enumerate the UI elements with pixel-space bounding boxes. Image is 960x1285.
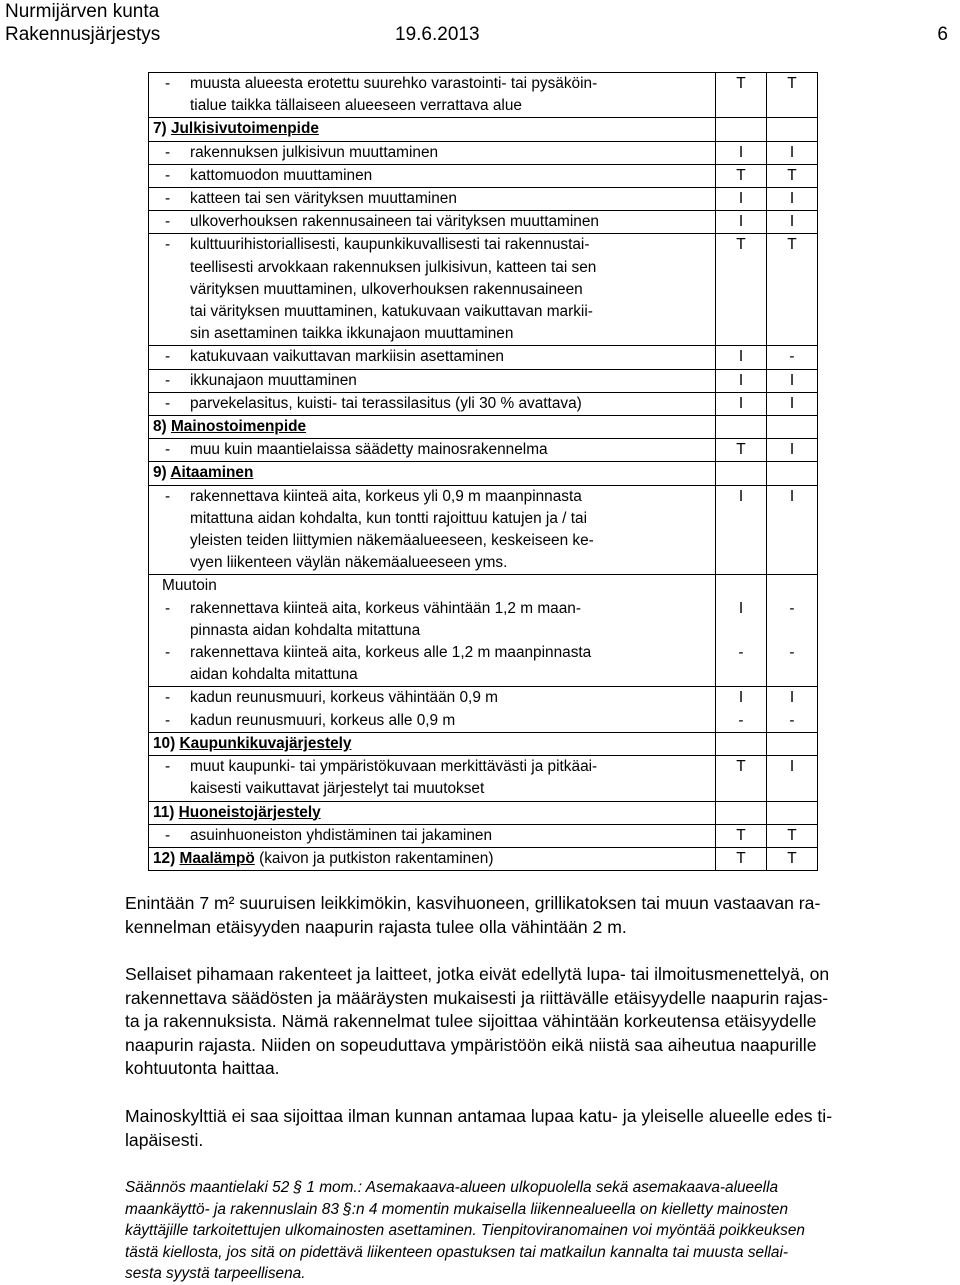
item-text: muusta alueesta erotettu suurehko varastointi- tai pysäköin- tialue taikka tällaiseen alueeseen verrattava alue [190,75,598,115]
description-cell [149,801,716,824]
section-title: Maalämpö [179,849,255,867]
requirement-cell-1 [716,801,767,824]
list-item [153,825,711,847]
item-dash: - [165,599,171,617]
table-row [149,416,818,439]
item-dash: - [165,826,171,844]
description-cell [149,824,716,847]
requirement-cell-1: I [716,687,767,710]
requirement-cell-1: I [716,346,767,369]
description-cell [149,575,716,687]
section-number: 12) [153,849,180,867]
paragraph: Mainoskylttiä ei saa sijoittaa ilman kunnan antamaa lupaa katu- ja yleiselle alueelle edes ti- lapäisesti. [125,1106,833,1150]
item-dash: - [165,213,171,231]
requirement-cell-1: T [716,234,767,346]
description-cell [149,141,716,164]
description-cell [149,211,716,234]
section-number: 7) [153,120,171,138]
requirement-cell-1 [716,118,767,141]
item-text: katteen tai sen värityksen muuttaminen [190,190,457,208]
item-dash: - [165,758,171,776]
section-title: Mainostoimenpide [170,418,307,436]
table-row [149,801,818,824]
item-text: kulttuurihistoriallisesti, kaupunkikuvallisesti tai rakennustai- teellisesti arvokkaan rakennuksen julkisivun, katteen tai sen värityksen muuttaminen, ulkoverhouksen rakennusaineen tai värityksen muuttaminen, katukuvaan vaikuttavan markii- sin asettaminen taikka ikkunajaon muuttaminen [190,236,597,343]
item-text: rakennettava kiinteä aita, korkeus yli 0,9 m maanpinnasta mitattuna aidan kohdalta, kun tontti rajoittuu katujen ja / tai yleisten teiden liittymien näkemäalueeseen, keskeiseen ke- vyen liikenteen väylän näkemäalueeseen yms. [190,487,594,572]
description-cell [149,485,716,575]
table-row [149,575,818,687]
list-item [153,370,711,392]
description-cell [149,118,716,141]
list-item [153,598,711,642]
requirement-cell-2: I [767,392,818,415]
page-number: 6 [937,24,948,45]
table-row [149,824,818,847]
description-cell [149,392,716,415]
item-dash: - [165,143,171,161]
requirement-cell-2: I [767,369,818,392]
description-cell [149,73,716,118]
description-cell [149,756,716,801]
list-item [153,756,711,800]
table-row [149,439,818,462]
section-heading [153,733,711,755]
table-row [149,73,818,118]
requirement-cell-1: - [716,710,767,733]
description-cell [149,346,716,369]
requirement-cell-2: T [767,824,818,847]
requirement-cell-2: - [767,710,818,733]
requirement-cell-1: T [716,73,767,118]
item-dash: - [165,689,171,707]
table-row [149,211,818,234]
requirement-cell-1: I - [716,575,767,687]
group-label: Muutoin [162,577,217,595]
requirement-cell-2: I [767,687,818,710]
section-heading [153,802,711,824]
item-text: kadun reunusmuuri, korkeus alle 0,9 m [190,711,456,729]
description-cell [149,188,716,211]
requirement-cell-2 [767,118,818,141]
list-item [153,165,711,187]
section-heading [153,416,711,438]
requirement-cell-1: T [716,439,767,462]
item-text: kattomuodon muuttaminen [190,166,373,184]
list-item [153,211,711,233]
description-cell [149,164,716,187]
section-number: 10) [153,734,180,752]
requirement-cell-2 [767,732,818,755]
requirement-cell-2: - - [767,575,818,687]
item-text: ikkunajaon muuttaminen [190,371,357,389]
requirement-cell-1: T [716,847,767,870]
section-title: Julkisivutoimenpide [170,120,319,138]
item-dash: - [165,75,171,92]
item-dash: - [165,236,171,254]
organization-name: Nurmijärven kunta [5,1,160,22]
requirement-cell-1: I [716,369,767,392]
requirement-cell-1 [716,732,767,755]
item-text: asuinhuoneiston yhdistäminen tai jakaminen [190,826,493,844]
list-item [153,486,711,575]
item-dash: - [165,166,171,184]
requirement-cell-1: T [716,756,767,801]
item-dash: - [165,487,171,505]
paragraph: Enintään 7 m² suuruisen leikkimökin, kasvihuoneen, grillikatoksen tai muun vastaavan ra- kennelman etäisyyden naapurin rajasta tulee olla vähintään 2 m. [125,893,821,937]
requirement-cell-2 [767,416,818,439]
table-row [149,141,818,164]
requirement-cell-1 [716,416,767,439]
table-row [149,392,818,415]
item-text: rakennuksen julkisivun muuttaminen [190,143,439,161]
description-cell [149,416,716,439]
list-item [153,234,711,345]
list-item [153,188,711,210]
table-row [149,732,818,755]
description-cell [149,687,716,710]
requirement-cell-2: T [767,73,818,118]
list-item [153,642,711,686]
item-dash: - [165,644,171,662]
table-row [149,847,818,870]
list-item [153,346,711,368]
requirement-cell-2: T [767,234,818,346]
requirement-cell-1: I [716,188,767,211]
requirement-cell-2: I [767,756,818,801]
description-cell [149,234,716,346]
table-row [149,485,818,575]
table-row [149,118,818,141]
list-item [153,73,711,117]
item-dash: - [165,348,171,366]
item-text: parvekelasitus, kuisti- tai terassilasitus (yli 30 % avattava) [190,394,582,412]
section-number: 11) [153,803,179,821]
list-item [153,687,711,709]
list-item [153,710,711,732]
section-title: Huoneistojärjestely [178,803,321,821]
item-text: kadun reunusmuuri, korkeus vähintään 0,9 m [190,689,498,707]
requirement-cell-2: I [767,485,818,575]
item-text: muut kaupunki- tai ympäristökuvaan merkittävästi ja pitkäai- kaisesti vaikuttavat järjestelyt tai muutokset [190,758,598,798]
table-row [149,369,818,392]
item-text: rakennettava kiinteä aita, korkeus alle 1,2 m maanpinnasta aidan kohdalta mitattuna [190,644,592,684]
description-cell [149,732,716,755]
item-dash: - [165,394,171,412]
requirement-cell-2: I [767,439,818,462]
description-cell [149,710,716,733]
item-text: ulkoverhouksen rakennusaineen tai värityksen muuttaminen [190,213,599,231]
item-text: rakennettava kiinteä aita, korkeus vähintään 1,2 m maan- pinnasta aidan kohdalta mitattuna [190,599,581,639]
document-title: Rakennusjärjestys [5,24,161,45]
requirement-cell-1: I [716,485,767,575]
requirement-cell-1: T [716,824,767,847]
requirement-cell-2: I [767,211,818,234]
description-cell [149,847,716,870]
table-row [149,234,818,346]
item-text: katukuvaan vaikuttavan markiisin asettaminen [190,348,504,366]
section-note: (kaivon ja putkiston rakentaminen) [254,849,494,867]
requirement-cell-2: T [767,847,818,870]
requirement-cell-2 [767,801,818,824]
description-cell [149,439,716,462]
table-row [149,188,818,211]
requirement-cell-2: I [767,188,818,211]
requirement-cell-1: I [716,141,767,164]
requirement-cell-2: T [767,164,818,187]
requirement-cell-1: I [716,211,767,234]
item-dash: - [165,441,171,459]
table-row [149,687,818,710]
table-row [149,346,818,369]
list-item [153,393,711,415]
table-row [149,164,818,187]
description-cell [149,462,716,485]
requirement-cell-1: T [716,164,767,187]
document-date: 19.6.2013 [395,24,480,45]
item-dash: - [165,371,171,389]
requirement-cell-1: I [716,392,767,415]
paragraph: Sellaiset pihamaan rakenteet ja laitteet, jotka eivät edellytä lupa- tai ilmoitusmenettelyä, on rakennettava säädösten ja määräysten mukaisesti ja riittävälle etäisyydelle naapurin rajas- ta ja rakennuksista. Nämä rakennelmat tulee sijoittaa vähintään korkeutensa etäisyydelle naapurin rajasta. Niiden on sopeuduttava ympäristöön eikä niistä saa aiheutua naapurille kohtuutonta haittaa. [125,964,830,1078]
section-heading [153,848,711,870]
permit-requirements-table [148,72,818,871]
item-dash: - [165,190,171,208]
list-item [153,142,711,164]
section-number: 8) [153,418,171,436]
section-number: 9) [153,464,171,482]
requirement-cell-2: I [767,141,818,164]
list-item [153,439,711,461]
item-text: muu kuin maantielaissa säädetty mainosrakennelma [190,441,548,459]
item-dash: - [165,711,171,729]
description-cell [149,369,716,392]
section-heading [153,462,711,484]
section-heading [153,118,711,140]
requirement-cell-2 [767,462,818,485]
legal-note: Säännös maantielaki 52 § 1 mom.: Asemakaava-alueen ulkopuolella sekä asemakaava-alueella maankäyttö- ja rakennuslain 83 §:n 4 momentin mukaisella liikennealueella on kielletty mainosten käyttäjille tarkoitettujen ulkomainosten asettaminen. Tienpitoviranomainen voi myöntää poikkeuksen tästä kiellosta, jos sitä on pidettävä liikenteen opastuksen tai matkailun kannalta tai muusta sellai- sesta syystä tarpeellisena. [125,1179,805,1282]
section-title: Aitaaminen [170,464,254,482]
table-row [149,462,818,485]
section-title: Kaupunkikuvajärjestely [179,734,352,752]
table-row [149,710,818,733]
table-row [149,756,818,801]
requirement-cell-1 [716,462,767,485]
requirement-cell-2: - [767,346,818,369]
